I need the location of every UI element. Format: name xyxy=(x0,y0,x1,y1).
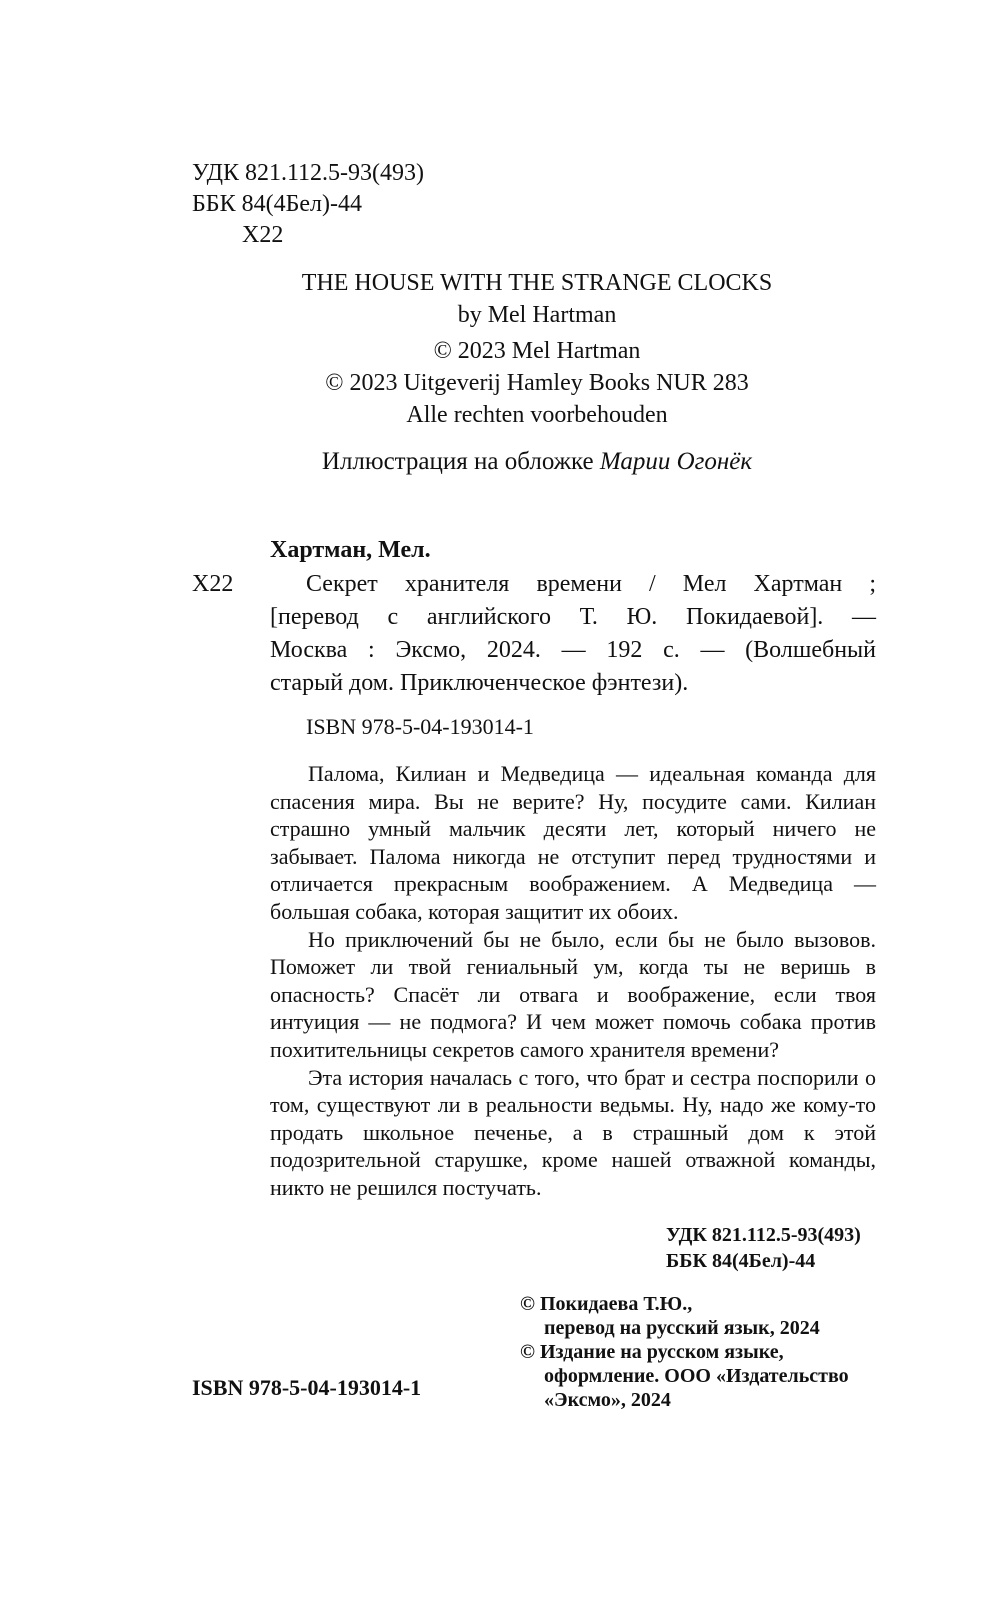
annotation-paragraph: Эта история началась с того, что брат и сестра поспорили о том, существуют ли в реальности ведьмы. Ну, надо же кому-то продать школьное печенье, а в страшный дом к этой подозрительной старушке, кроме нашей отважной команды, никто не решился постучать. xyxy=(270,1064,876,1200)
catalog-line: Секрет хранителя времени / Мел Хартман ; xyxy=(306,571,876,597)
illustration-credit xyxy=(192,447,882,477)
annotation-paragraph: Палома, Килиан и Медведица — идеальная команда для спасения мира. Вы не верите? Ну, посудите сами. Килиан страшно умный мальчик десяти лет, который ничего не забывает. Палома никогда не отступит перед трудностями и отличается прекрасным воображением. А Медведица — большая собака, которая защитит их обоих. xyxy=(270,761,876,924)
catalog-line: Москва : Эксмо, 2024. — 192 с. — (Волшебный xyxy=(270,637,876,663)
catalog-mark: Х22 xyxy=(192,571,234,597)
footer-copyright-line: оформление. ООО «Издательство xyxy=(544,1365,849,1387)
original-title: THE HOUSE WITH THE STRANGE CLOCKS xyxy=(301,270,773,296)
footer-udk: УДК 821.112.5-93(493) xyxy=(666,1224,861,1246)
footer-copyright-line: © Покидаева Т.Ю., xyxy=(520,1293,693,1315)
original-edition-block xyxy=(192,268,882,430)
footer-copyright-line: © Издание на русском языке, xyxy=(520,1341,784,1363)
catalog-line: [перевод с английского Т. Ю. Покидаевой]. — xyxy=(270,604,876,630)
original-byline: by Mel Hartman xyxy=(457,302,617,328)
udk-code: УДК 821.112.5-93(493) xyxy=(192,160,425,186)
bbk-code: ББК 84(4Бел)-44 xyxy=(192,191,362,217)
copyright-author: © 2023 Mel Hartman xyxy=(433,338,641,364)
footer-copyright-line: «Эксмо», 2024 xyxy=(544,1389,671,1411)
copyright-publisher: © 2023 Uitgeverij Hamley Books NUR 283 xyxy=(325,370,749,396)
footer-copyright-line: перевод на русский язык, 2024 xyxy=(544,1317,820,1339)
author-mark: Х22 xyxy=(242,222,284,248)
catalog-line: старый дом. Приключенческое фэнтези). xyxy=(270,670,689,696)
catalog-isbn: ISBN 978-5-04-193014-1 xyxy=(306,714,534,739)
annotation-paragraph: Но приключений бы не было, если бы не было вызовов. Поможет ли твой гениальный ум, когда ты не веришь в опасность? Спасёт ли отвага и воображение, если твоя интуиция — не подмога? И чем может помочь собака против похитительницы секретов самого хранителя времени? xyxy=(270,926,876,1062)
footer-copyright-block xyxy=(520,1292,849,1412)
footer-isbn: ISBN 978-5-04-193014-1 xyxy=(192,1375,422,1400)
annotation xyxy=(270,760,876,1202)
rights-notice: Alle rechten voorbehouden xyxy=(406,402,668,428)
catalog-author: Хартман, Мел. xyxy=(270,537,431,563)
illustration-prefix: Иллюстрация на обложке xyxy=(321,448,600,475)
illustration-artist: Марии Огонёк xyxy=(599,448,753,475)
footer-bbk: ББК 84(4Бел)-44 xyxy=(666,1250,816,1272)
